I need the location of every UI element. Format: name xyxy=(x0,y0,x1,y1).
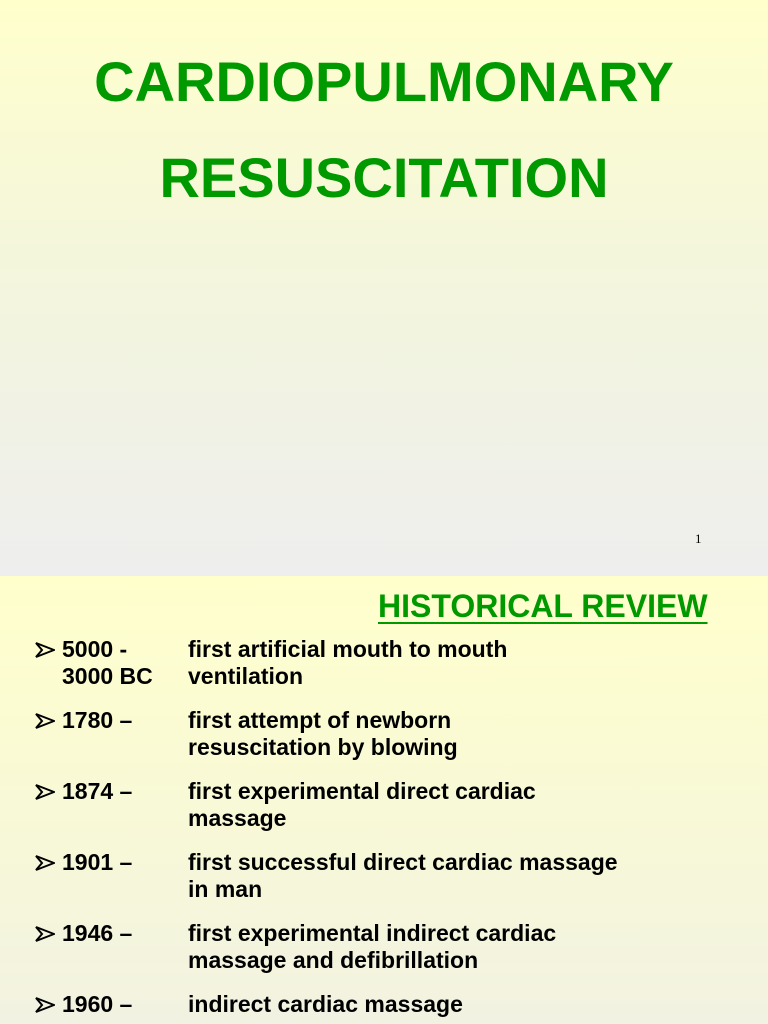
timeline-date: 5000 - 3000 BC xyxy=(62,636,153,689)
timeline-date: 1874 – xyxy=(62,778,133,804)
timeline-date: 1960 – xyxy=(62,991,133,1017)
timeline-description: first attempt of newborn resuscitation by blowing xyxy=(188,707,458,760)
arrow-bullet-icon xyxy=(35,707,57,729)
slide-historical-review xyxy=(0,576,768,1024)
section-heading: HISTORICAL REVIEW xyxy=(378,588,708,624)
arrow-bullet-icon xyxy=(35,991,57,1013)
arrow-bullet-icon xyxy=(35,778,57,800)
timeline-date: 1780 – xyxy=(62,707,133,733)
timeline-description: first experimental direct cardiac massage xyxy=(188,778,536,831)
title-line-1: CARDIOPULMONARY xyxy=(94,50,674,113)
title-line-2: RESUSCITATION xyxy=(159,146,609,209)
arrow-bullet-icon xyxy=(35,920,57,942)
timeline-date: 1946 – xyxy=(62,920,133,946)
timeline-description: first successful direct cardiac massage in man xyxy=(188,849,618,902)
arrow-bullet-icon xyxy=(35,636,57,658)
timeline-description: indirect cardiac massage xyxy=(188,991,463,1017)
timeline-description: first artificial mouth to mouth ventilation xyxy=(188,636,508,689)
timeline-description: first experimental indirect cardiac massage and defibrillation xyxy=(188,920,557,973)
arrow-bullet-icon xyxy=(35,849,57,871)
page-number: 1 xyxy=(695,531,702,546)
timeline-date: 1901 – xyxy=(62,849,133,875)
